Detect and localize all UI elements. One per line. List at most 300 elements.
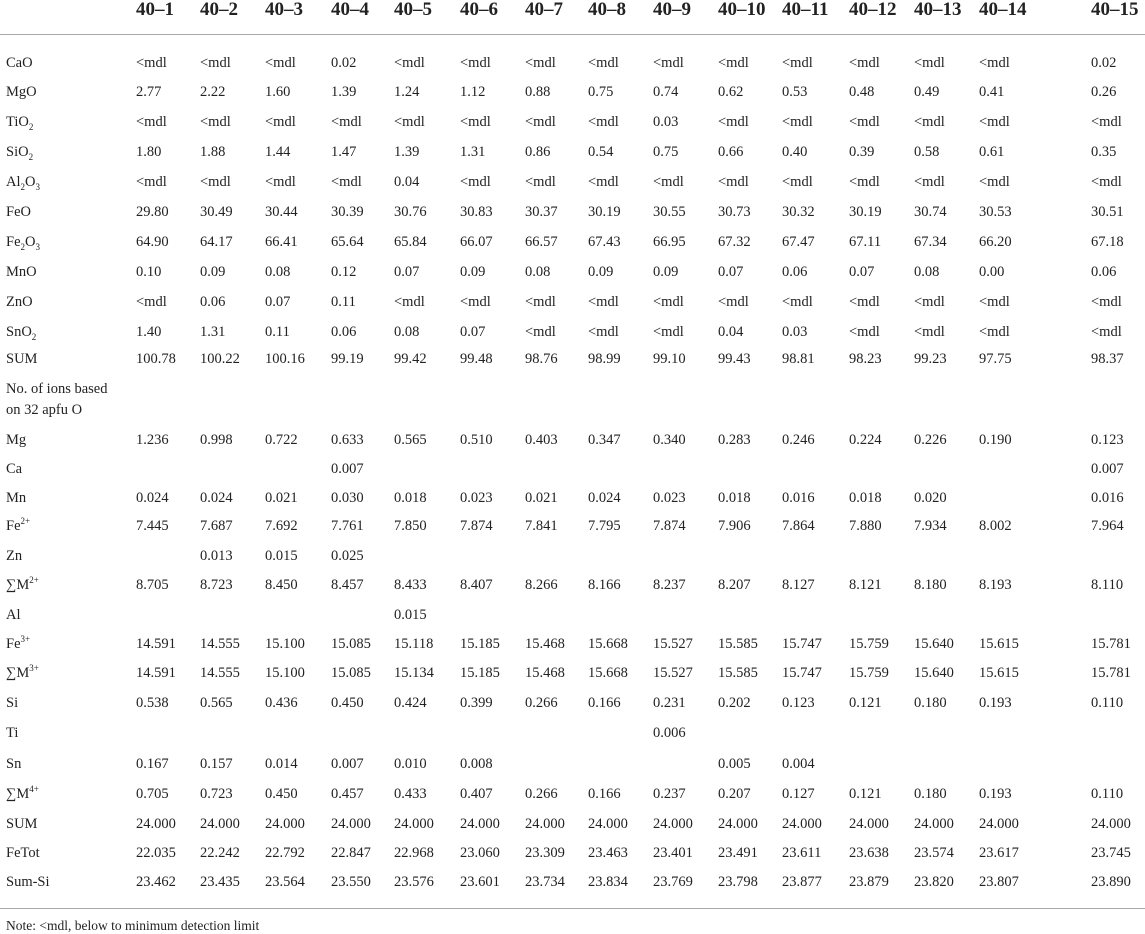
table-cell: <mdl: [331, 114, 362, 130]
table-cell: 0.023: [460, 490, 493, 506]
table-cell: 30.44: [265, 204, 298, 220]
table-cell: 0.123: [1091, 432, 1124, 448]
table-cell: 14.591: [136, 636, 176, 652]
table-cell: 29.80: [136, 204, 169, 220]
table-cell: 0.193: [979, 786, 1012, 802]
table-cell: 24.000: [525, 816, 565, 832]
table-cell: 22.968: [394, 845, 434, 861]
bottom-rule: [0, 908, 1145, 909]
table-cell: 0.016: [1091, 490, 1124, 506]
table-cell: <mdl: [331, 174, 362, 190]
table-cell: 66.20: [979, 234, 1012, 250]
table-cell: 8.237: [653, 577, 686, 593]
table-cell: 0.166: [588, 695, 621, 711]
table-cell: 0.565: [200, 695, 233, 711]
row-label-part: Zn: [6, 548, 23, 564]
table-cell: 0.193: [979, 695, 1012, 711]
row-label: [6, 548, 22, 565]
table-cell: 15.759: [849, 665, 889, 681]
table-cell: <mdl: [914, 114, 945, 130]
table-cell: <mdl: [200, 114, 231, 130]
row-label: [6, 234, 40, 251]
table-cell: <mdl: [1091, 114, 1122, 130]
table-cell: <mdl: [394, 55, 425, 71]
table-cell: 66.07: [460, 234, 493, 250]
table-cell: 1.44: [265, 144, 291, 160]
table-cell: 23.890: [1091, 874, 1131, 890]
table-cell: 1.80: [136, 144, 162, 160]
table-cell: 8.407: [460, 577, 493, 593]
row-label-part: 3+: [29, 663, 39, 674]
table-cell: 0.03: [782, 324, 808, 340]
table-cell: 98.99: [588, 351, 621, 367]
table-cell: 23.309: [525, 845, 565, 861]
table-cell: <mdl: [718, 114, 749, 130]
table-cell: 23.601: [460, 874, 500, 890]
row-label-part: Fe: [6, 518, 21, 534]
table-cell: 0.018: [718, 490, 751, 506]
row-label: [6, 351, 37, 368]
table-cell: 7.934: [914, 518, 947, 534]
table-cell: 1.24: [394, 84, 420, 100]
table-cell: 14.555: [200, 665, 240, 681]
table-cell: <mdl: [588, 55, 619, 71]
table-cell: 0.226: [914, 432, 947, 448]
table-cell: 30.83: [460, 204, 493, 220]
table-cell: 0.266: [525, 695, 558, 711]
table-cell: 0.237: [653, 786, 686, 802]
table-cell: 23.879: [849, 874, 889, 890]
table-cell: 0.06: [200, 294, 226, 310]
table-cell: 0.246: [782, 432, 815, 448]
table-cell: 15.527: [653, 665, 693, 681]
table-cell: 23.834: [588, 874, 628, 890]
table-cell: 30.53: [979, 204, 1012, 220]
table-cell: 0.00: [979, 264, 1005, 280]
table-cell: 0.07: [718, 264, 744, 280]
table-cell: <mdl: [849, 55, 880, 71]
table-cell: 0.88: [525, 84, 551, 100]
row-label: [6, 845, 40, 862]
table-cell: 98.76: [525, 351, 558, 367]
table-cell: 15.747: [782, 665, 822, 681]
table-cell: 0.127: [782, 786, 815, 802]
row-label-part: 3: [35, 181, 40, 192]
table-cell: 0.722: [265, 432, 298, 448]
row-label-part: 3: [35, 241, 40, 252]
table-cell: 23.491: [718, 845, 758, 861]
table-cell: 0.020: [914, 490, 947, 506]
row-label-part: ZnO: [6, 294, 33, 310]
table-cell: <mdl: [265, 55, 296, 71]
table-cell: <mdl: [782, 174, 813, 190]
column-header: 40–6: [460, 0, 498, 20]
table-cell: 7.874: [653, 518, 686, 534]
table-cell: 23.060: [460, 845, 500, 861]
table-cell: 0.202: [718, 695, 751, 711]
table-cell: 1.39: [394, 144, 420, 160]
table-cell: 98.23: [849, 351, 882, 367]
table-cell: 8.433: [394, 577, 427, 593]
table-cell: 0.283: [718, 432, 751, 448]
table-cell: 0.450: [331, 695, 364, 711]
table-cell: 0.58: [914, 144, 940, 160]
table-cell: <mdl: [979, 55, 1010, 71]
row-label: [6, 874, 50, 891]
table-cell: 0.998: [200, 432, 233, 448]
table-cell: 0.565: [394, 432, 427, 448]
table-cell: 0.015: [265, 548, 298, 564]
table-cell: 0.266: [525, 786, 558, 802]
table-cell: 7.864: [782, 518, 815, 534]
row-label: [6, 577, 39, 594]
table-cell: 30.39: [331, 204, 364, 220]
table-cell: 0.436: [265, 695, 298, 711]
table-cell: 23.769: [653, 874, 693, 890]
table-cell: 0.007: [331, 756, 364, 772]
row-label: [6, 84, 37, 101]
row-label-part: Al: [6, 174, 21, 190]
table-cell: 0.66: [718, 144, 744, 160]
table-cell: 0.11: [331, 294, 356, 310]
row-label: [6, 174, 40, 191]
table-cell: 99.42: [394, 351, 427, 367]
table-cell: 0.48: [849, 84, 875, 100]
table-cell: 15.468: [525, 665, 565, 681]
table-cell: 15.640: [914, 665, 954, 681]
table-cell: 65.64: [331, 234, 364, 250]
table-cell: 0.023: [653, 490, 686, 506]
table-cell: 0.018: [849, 490, 882, 506]
table-cell: 0.06: [782, 264, 808, 280]
table-cell: 1.31: [460, 144, 486, 160]
table-cell: 24.000: [265, 816, 305, 832]
table-cell: 99.23: [914, 351, 947, 367]
table-cell: <mdl: [136, 294, 167, 310]
table-cell: <mdl: [782, 294, 813, 310]
table-cell: <mdl: [914, 174, 945, 190]
table-cell: 7.964: [1091, 518, 1124, 534]
row-label-part: CaO: [6, 55, 33, 71]
row-label-part: 2: [20, 241, 25, 252]
header-rule: [0, 34, 1145, 35]
table-cell: <mdl: [394, 114, 425, 130]
table-cell: <mdl: [914, 294, 945, 310]
section-label-line: on 32 apfu O: [6, 402, 83, 418]
table-cell: 0.407: [460, 786, 493, 802]
row-label-part: MnO: [6, 264, 37, 280]
table-cell: 0.006: [653, 725, 686, 741]
row-label-part: ∑M: [6, 577, 30, 593]
table-cell: 0.167: [136, 756, 169, 772]
table-cell: 30.37: [525, 204, 558, 220]
row-label-part: SUM: [6, 816, 38, 832]
column-header: 40–11: [782, 0, 829, 20]
table-cell: 30.51: [1091, 204, 1124, 220]
table-cell: 0.450: [265, 786, 298, 802]
table-cell: 7.850: [394, 518, 427, 534]
table-cell: 24.000: [394, 816, 434, 832]
row-label: [6, 144, 33, 161]
table-cell: 8.457: [331, 577, 364, 593]
table-cell: 0.190: [979, 432, 1012, 448]
table-cell: 24.000: [718, 816, 758, 832]
row-label: [6, 756, 21, 773]
table-cell: 23.550: [331, 874, 371, 890]
table-cell: 15.668: [588, 665, 628, 681]
row-label: [6, 725, 18, 742]
table-cell: 1.39: [331, 84, 357, 100]
table-cell: 0.40: [782, 144, 808, 160]
row-label: [6, 490, 26, 507]
table-cell: 8.127: [782, 577, 815, 593]
row-label: [6, 786, 39, 803]
table-cell: 0.04: [718, 324, 744, 340]
table-cell: 0.224: [849, 432, 882, 448]
table-cell: 15.100: [265, 665, 305, 681]
row-label-part: Fe: [6, 636, 21, 652]
row-label-part: 3+: [20, 634, 31, 645]
column-header: 40–1: [136, 0, 174, 20]
table-cell: 0.09: [460, 264, 486, 280]
row-label-part: FeO: [6, 204, 31, 220]
table-cell: 0.61: [979, 144, 1005, 160]
table-cell: 1.40: [136, 324, 162, 340]
table-cell: 0.399: [460, 695, 493, 711]
table-cell: 8.193: [979, 577, 1012, 593]
table-cell: <mdl: [588, 114, 619, 130]
table-cell: <mdl: [653, 324, 684, 340]
table-cell: 23.807: [979, 874, 1019, 890]
table-cell: 0.015: [394, 607, 427, 623]
table-cell: 0.06: [331, 324, 357, 340]
table-cell: 0.07: [394, 264, 420, 280]
table-cell: 7.761: [331, 518, 364, 534]
table-cell: 0.018: [394, 490, 427, 506]
table-cell: 15.585: [718, 636, 758, 652]
table-cell: 0.016: [782, 490, 815, 506]
table-cell: 30.76: [394, 204, 427, 220]
row-label-part: 2: [31, 331, 37, 342]
table-cell: 23.462: [136, 874, 176, 890]
table-cell: 7.880: [849, 518, 882, 534]
row-label: [6, 816, 37, 833]
table-cell: 15.747: [782, 636, 822, 652]
table-cell: 100.22: [200, 351, 240, 367]
table-cell: <mdl: [460, 114, 491, 130]
table-cell: 24.000: [782, 816, 822, 832]
table-header-row: [0, 0, 1145, 35]
table-cell: 7.692: [265, 518, 298, 534]
table-cell: <mdl: [979, 294, 1010, 310]
table-cell: <mdl: [718, 294, 749, 310]
table-cell: 7.687: [200, 518, 233, 534]
row-label-part: ∑M: [6, 665, 30, 681]
table-cell: 0.53: [782, 84, 808, 100]
table-cell: 14.591: [136, 665, 176, 681]
table-cell: 0.010: [394, 756, 427, 772]
table-cell: 0.705: [136, 786, 169, 802]
table-cell: 0.02: [1091, 55, 1117, 71]
table-cell: 0.021: [265, 490, 298, 506]
table-cell: <mdl: [849, 114, 880, 130]
table-cell: 0.510: [460, 432, 493, 448]
section-label-line: No. of ions based: [6, 381, 108, 397]
table-cell: 0.09: [200, 264, 226, 280]
table-cell: 24.000: [1091, 816, 1131, 832]
table-cell: 15.468: [525, 636, 565, 652]
table-cell: 23.820: [914, 874, 954, 890]
table-cell: <mdl: [914, 55, 945, 71]
table-cell: 0.157: [200, 756, 233, 772]
table-cell: <mdl: [525, 324, 556, 340]
table-cell: <mdl: [460, 174, 491, 190]
table-cell: 15.100: [265, 636, 305, 652]
table-cell: 7.841: [525, 518, 558, 534]
column-header: 40–9: [653, 0, 691, 20]
table-cell: 1.12: [460, 84, 486, 100]
table-cell: 0.07: [460, 324, 486, 340]
table-cell: 0.08: [525, 264, 551, 280]
table-cell: 7.906: [718, 518, 751, 534]
table-cell: 67.43: [588, 234, 621, 250]
table-cell: 0.75: [653, 144, 679, 160]
table-cell: 15.085: [331, 636, 371, 652]
table-cell: 30.19: [588, 204, 621, 220]
table-cell: <mdl: [1091, 294, 1122, 310]
table-cell: 100.78: [136, 351, 176, 367]
table-cell: 24.000: [331, 816, 371, 832]
row-label-part: Ca: [6, 461, 23, 477]
table-cell: 0.723: [200, 786, 233, 802]
table-cell: 0.03: [653, 114, 679, 130]
table-cell: 0.024: [588, 490, 621, 506]
table-cell: 0.024: [136, 490, 169, 506]
table-cell: 22.847: [331, 845, 371, 861]
row-label-part: O: [25, 174, 36, 190]
table-cell: 30.19: [849, 204, 882, 220]
row-label-part: Mg: [6, 432, 27, 448]
table-cell: 24.000: [849, 816, 889, 832]
table-cell: 22.792: [265, 845, 305, 861]
table-cell: 15.615: [979, 636, 1019, 652]
row-label-part: Al: [6, 607, 21, 623]
table-cell: <mdl: [265, 114, 296, 130]
row-label: [6, 324, 36, 341]
table-cell: 0.231: [653, 695, 686, 711]
table-cell: <mdl: [782, 114, 813, 130]
table-cell: 0.62: [718, 84, 744, 100]
row-label: [6, 461, 22, 478]
table-cell: 0.538: [136, 695, 169, 711]
table-cell: 22.035: [136, 845, 176, 861]
table-cell: 0.633: [331, 432, 364, 448]
table-cell: 67.34: [914, 234, 947, 250]
table-cell: 98.81: [782, 351, 815, 367]
table-cell: 23.564: [265, 874, 305, 890]
table-cell: <mdl: [525, 174, 556, 190]
table-cell: 0.403: [525, 432, 558, 448]
table-cell: 30.49: [200, 204, 233, 220]
table-cell: <mdl: [200, 55, 231, 71]
row-label: [6, 114, 33, 131]
column-header: 40–8: [588, 0, 626, 20]
table-cell: 0.347: [588, 432, 621, 448]
table-cell: 15.640: [914, 636, 954, 652]
table-cell: <mdl: [136, 55, 167, 71]
table-cell: 30.32: [782, 204, 815, 220]
row-label-part: 2+: [29, 575, 39, 586]
row-label-part: 2+: [20, 516, 31, 527]
table-cell: 23.463: [588, 845, 628, 861]
table-cell: <mdl: [460, 55, 491, 71]
table-cell: 0.123: [782, 695, 815, 711]
table-cell: 30.73: [718, 204, 751, 220]
table-cell: 0.021: [525, 490, 558, 506]
table-cell: 67.11: [849, 234, 882, 250]
table-cell: <mdl: [979, 324, 1010, 340]
table-cell: <mdl: [653, 174, 684, 190]
table-cell: <mdl: [136, 114, 167, 130]
row-label-part: Fe: [6, 234, 21, 250]
table-cell: 15.759: [849, 636, 889, 652]
row-label: [6, 204, 31, 221]
row-label-part: ∑M: [6, 786, 30, 802]
table-cell: 24.000: [979, 816, 1019, 832]
table-cell: 8.723: [200, 577, 233, 593]
table-cell: 2.22: [200, 84, 226, 100]
table-cell: <mdl: [200, 174, 231, 190]
table-cell: 99.10: [653, 351, 686, 367]
table-cell: <mdl: [394, 294, 425, 310]
table-cell: 14.555: [200, 636, 240, 652]
row-label-part: Sn: [6, 756, 22, 772]
table-cell: 23.734: [525, 874, 565, 890]
table-cell: <mdl: [525, 114, 556, 130]
table-cell: 24.000: [914, 816, 954, 832]
table-cell: 1.31: [200, 324, 226, 340]
table-cell: 23.798: [718, 874, 758, 890]
table-cell: 64.17: [200, 234, 233, 250]
table-cell: 1.47: [331, 144, 357, 160]
table-cell: <mdl: [782, 55, 813, 71]
table-cell: 8.121: [849, 577, 882, 593]
table-cell: <mdl: [653, 294, 684, 310]
table-cell: 8.705: [136, 577, 169, 593]
table-cell: 0.121: [849, 786, 882, 802]
table-cell: <mdl: [136, 174, 167, 190]
table-cell: 100.16: [265, 351, 305, 367]
table-cell: 0.110: [1091, 786, 1124, 802]
table-cell: 66.57: [525, 234, 558, 250]
table-cell: 15.615: [979, 665, 1019, 681]
row-label: [6, 294, 33, 311]
table-cell: 0.26: [1091, 84, 1117, 100]
table-cell: <mdl: [525, 55, 556, 71]
table-cell: 24.000: [588, 816, 628, 832]
column-header: 40–13: [914, 0, 962, 20]
row-label-part: 2: [28, 151, 34, 162]
table-cell: 15.134: [394, 665, 434, 681]
row-label-part: Mn: [6, 490, 27, 506]
row-label: [6, 695, 18, 712]
table-cell: 0.110: [1091, 695, 1124, 711]
table-cell: 15.781: [1091, 636, 1131, 652]
table-cell: 0.180: [914, 695, 947, 711]
table-cell: <mdl: [460, 294, 491, 310]
column-header: 40–15: [1091, 0, 1139, 20]
table-cell: 0.09: [588, 264, 614, 280]
